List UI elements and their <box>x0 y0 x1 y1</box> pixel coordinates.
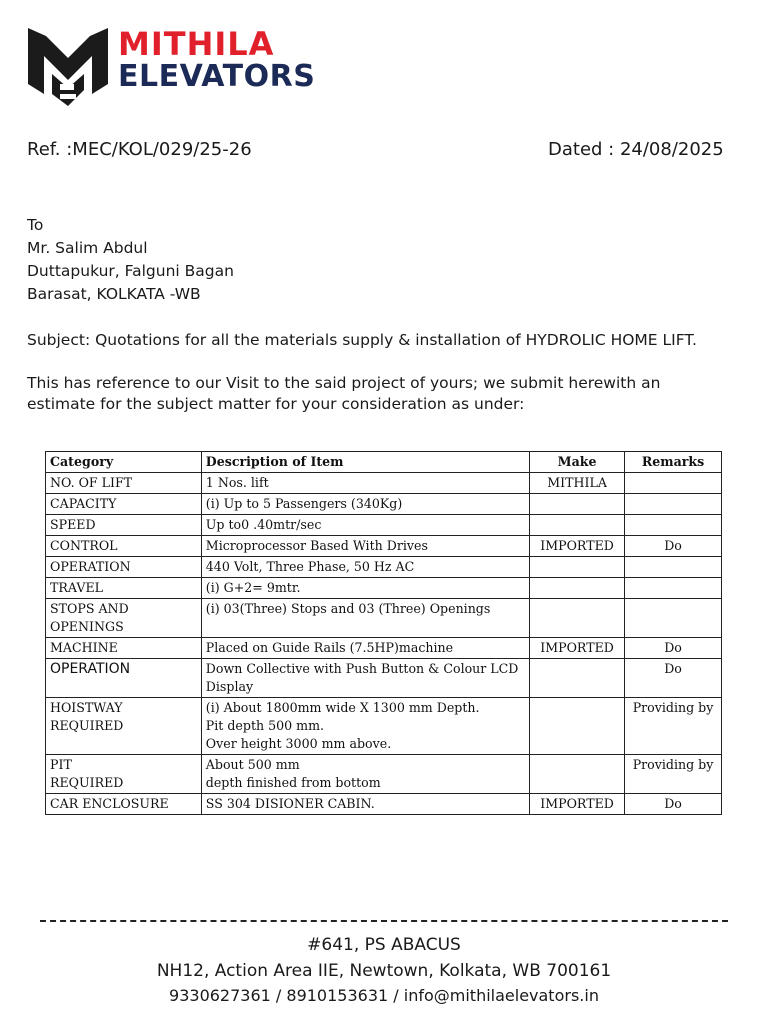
table-cell: CONTROL <box>46 536 202 557</box>
table-cell <box>530 698 625 755</box>
table-cell <box>625 494 722 515</box>
table-header-row <box>46 452 722 473</box>
table-cell <box>625 515 722 536</box>
table-row <box>46 659 722 698</box>
table-row <box>46 515 722 536</box>
column-header: Remarks <box>625 452 722 473</box>
table-row <box>46 698 722 755</box>
table-cell: Providing by <box>625 755 722 794</box>
table-cell: 1 Nos. lift <box>201 473 529 494</box>
table-cell: Do <box>625 794 722 815</box>
table-cell: CAR ENCLOSURE <box>46 794 202 815</box>
table-cell <box>530 659 625 698</box>
table-cell: Microprocessor Based With Drives <box>201 536 529 557</box>
recipient-name: Mr. Salim Abdul <box>27 239 148 257</box>
table-cell: Do <box>625 659 722 698</box>
table-cell <box>625 578 722 599</box>
table-cell: Placed on Guide Rails (7.5HP)machine <box>201 638 529 659</box>
table-cell: HOISTWAY REQUIRED <box>46 698 202 755</box>
footer-address-line: #641, PS ABACUS <box>307 935 461 955</box>
table-row <box>46 755 722 794</box>
column-header: Description of Item <box>201 452 529 473</box>
table-cell: OPERATION <box>46 557 202 578</box>
me-monogram-icon <box>26 24 110 110</box>
table-cell: (i) Up to 5 Passengers (340Kg) <box>201 494 529 515</box>
table-row <box>46 473 722 494</box>
table-cell: Providing by <box>625 698 722 755</box>
footer-contact-line: 9330627361 / 8910153631 / info@mithilaelevators.in <box>169 986 599 1005</box>
intro-paragraph: This has reference to our Visit to the said project of yours; we submit herewith an estimate for the subject matter for your consideration as under: <box>27 374 661 413</box>
table-cell: Do <box>625 536 722 557</box>
table-cell: IMPORTED <box>530 794 625 815</box>
table-cell: Down Collective with Push Button & Colour LCD Display <box>201 659 529 698</box>
table-row <box>46 578 722 599</box>
table-cell: (i) G+2= 9mtr. <box>201 578 529 599</box>
table-cell: MACHINE <box>46 638 202 659</box>
table-row <box>46 536 722 557</box>
table-cell: SPEED <box>46 515 202 536</box>
table-cell: PIT REQUIRED <box>46 755 202 794</box>
company-logo <box>26 24 326 110</box>
table-cell <box>530 494 625 515</box>
table-cell: Do <box>625 638 722 659</box>
table-cell: TRAVEL <box>46 578 202 599</box>
brand-name-line1: MITHILA <box>118 25 275 63</box>
table-row <box>46 494 722 515</box>
table-row <box>46 557 722 578</box>
column-header: Category <box>46 452 202 473</box>
table-cell: SS 304 DISIONER CABIN. <box>201 794 529 815</box>
brand-name-line2: ELEVATORS <box>118 59 316 94</box>
recipient-address <box>27 214 234 306</box>
table-cell: IMPORTED <box>530 638 625 659</box>
table-cell: 440 Volt, Three Phase, 50 Hz AC <box>201 557 529 578</box>
table-row <box>46 794 722 815</box>
table-cell <box>625 473 722 494</box>
table-cell: About 500 mm depth finished from bottom <box>201 755 529 794</box>
table-cell: (i) About 1800mm wide X 1300 mm Depth. Pit depth 500 mm. Over height 3000 mm above. <box>201 698 529 755</box>
footer-address-line: NH12, Action Area IIE, Newtown, Kolkata, WB 700161 <box>156 961 612 981</box>
letter-date: Dated : 24/08/2025 <box>548 139 724 160</box>
table-row <box>46 638 722 659</box>
table-cell: Up to0 .40mtr/sec <box>201 515 529 536</box>
table-cell: IMPORTED <box>530 536 625 557</box>
quotation-table <box>45 451 722 815</box>
table-cell: CAPACITY <box>46 494 202 515</box>
table-cell <box>530 755 625 794</box>
table-row <box>46 599 722 638</box>
reference-number: Ref. :MEC/KOL/029/25-26 <box>27 139 252 160</box>
table-cell <box>530 557 625 578</box>
column-header: Make <box>530 452 625 473</box>
table-cell: MITHILA <box>530 473 625 494</box>
table-cell: STOPS AND OPENINGS <box>46 599 202 638</box>
table-cell <box>530 578 625 599</box>
recipient-address-line: Duttapukur, Falguni Bagan <box>27 262 234 280</box>
table-cell: (i) 03(Three) Stops and 03 (Three) Openings <box>201 599 529 638</box>
table-cell: OPERATION <box>46 659 202 698</box>
table-cell <box>530 515 625 536</box>
table-cell: NO. OF LIFT <box>46 473 202 494</box>
footer-divider <box>40 920 728 922</box>
to-label: To <box>27 216 44 234</box>
table-cell <box>625 599 722 638</box>
subject-line: Subject: Quotations for all the materials supply & installation of HYDROLIC HOME LIFT. <box>27 331 697 349</box>
table-cell <box>625 557 722 578</box>
recipient-address-line: Barasat, KOLKATA -WB <box>27 285 201 303</box>
table-cell <box>530 599 625 638</box>
